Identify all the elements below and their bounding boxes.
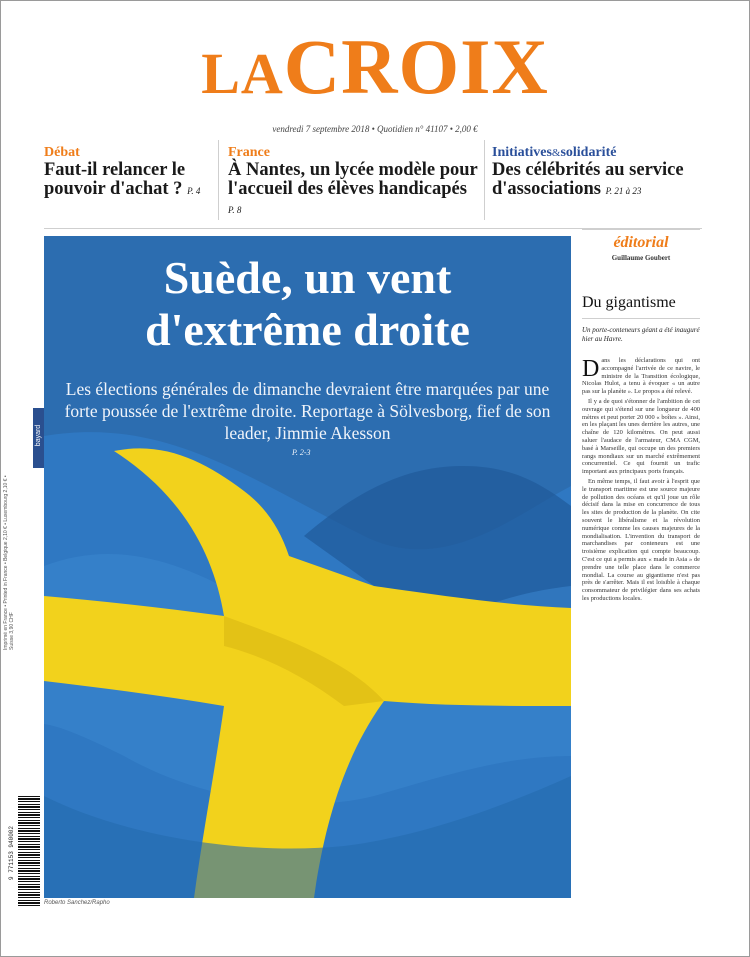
- masthead-la: LA: [201, 41, 284, 106]
- teaser-rubric: Débat: [44, 145, 80, 160]
- teaser-page-ref: P. 4: [187, 186, 201, 196]
- cover-dek: Les élections générales de dimanche devraient être marquées par une forte poussée de l'extrême droite. Reportage à Sölvesborg, fief de son leader, Jimmie Akesson: [64, 379, 551, 443]
- teaser-france[interactable]: [228, 145, 478, 222]
- masthead-logo[interactable]: [0, 23, 750, 110]
- teaser-headline: Faut-il relancer le pouvoir d'achat ?: [44, 160, 186, 199]
- teaser-rubric: [492, 145, 700, 161]
- teaser-rubric: France: [228, 145, 270, 160]
- column-divider: [218, 140, 219, 220]
- column-divider: [484, 140, 485, 220]
- cover-headline-line2: d'extrême droite: [145, 304, 470, 355]
- teaser-debat[interactable]: [44, 145, 212, 222]
- publisher-name: bayard: [35, 424, 42, 447]
- editorial-paragraph: Il y a de quoi s'étonner de l'ambition de cet ouvrage qui s'étend sur une longueur de 400 mètres et peut porter 20 000 « boîtes ». Ainsi, en les plaçant les unes derrière les autres, une chaîne de 120 kilomètres. On peut aussi saluer l'audace de l'armateur, CMA CGM, basé à Marseille, qui occupe un des premiers rangs mondiaux sur un marché extrêmement concurrentiel. Ce qui fournit un trafic important aux principaux ports français.: [582, 397, 700, 476]
- cover-page-ref: P. 2-3: [292, 448, 311, 457]
- editorial-paragraph-text: ans les déclarations qui ont accompagné l'arrivée de ce navire, le ministre de la Transition écologique, Nicolas Hulot, a tenu à évoquer « un autre pas sur la planète ». Le propos a été relevé.: [582, 357, 700, 396]
- drop-cap: D: [582, 357, 600, 382]
- cover-headline: [44, 252, 571, 356]
- cover-headline-line1: Suède, un vent: [163, 252, 452, 303]
- editorial-paragraph: [582, 357, 700, 396]
- dateline: vendredi 7 septembre 2018 • Quotidien n° 41107 • 2,00 €: [272, 124, 478, 134]
- barcode: [18, 796, 40, 906]
- cover-story[interactable]: [44, 236, 571, 898]
- photo-credit: Roberto Sanchez/Rapho: [44, 900, 110, 906]
- legal-notice: Imprimé en France • Printed in France • Belgique 2,10 € • Luxembourg 2,10 € • Suisse 3,90 CHF: [3, 475, 15, 650]
- editorial-label: éditorial: [613, 234, 669, 251]
- teaser-page-ref: P. 8: [228, 205, 242, 215]
- editorial-title[interactable]: Du gigantisme: [582, 294, 700, 319]
- teaser-page-ref: P. 21 à 23: [605, 186, 642, 196]
- barcode-number: 9 771153 940002: [8, 825, 15, 880]
- editorial-lede: Un porte-conteneurs géant a été inauguré hier au Havre.: [582, 326, 700, 343]
- rubric-initiatives: Initiatives: [492, 145, 552, 160]
- teaser-initiatives[interactable]: [492, 145, 700, 222]
- publisher-logo: [33, 408, 44, 468]
- teaser-headline: À Nantes, un lycée modèle pour l'accueil des élèves handicapés: [228, 160, 478, 199]
- masthead-croix: CROIX: [283, 23, 549, 110]
- editorial-author: Guillaume Goubert: [611, 254, 671, 262]
- editorial-paragraph: En même temps, il faut avoir à l'esprit que le transport maritime est une source majeure de pollution des océans et qu'il joue un rôle décisif dans la mise en concurrence de tous les sites de production de la planète. On cite souvent le libéralisme et la révolution numérique comme les causes majeures de la mondialisation. L'invention du transport de marchandises par conteneurs est une troisième explication qui compte beaucoup. C'est ce qui a permis aux « made in Asia » de prendre une telle place dans le commerce mondial. La course au gigantisme n'est pas près de s'arrêter. Mais il est loisible à chaque consommateur de privilégier dans ses achats les productions locales.: [582, 477, 700, 602]
- rubric-ampersand: &: [551, 147, 561, 159]
- editorial-body: [582, 357, 700, 917]
- teaser-headline: Des célébrités au service d'associations: [492, 160, 684, 199]
- editorial-header: [582, 228, 700, 270]
- rubric-solidarite: solidarité: [560, 145, 617, 160]
